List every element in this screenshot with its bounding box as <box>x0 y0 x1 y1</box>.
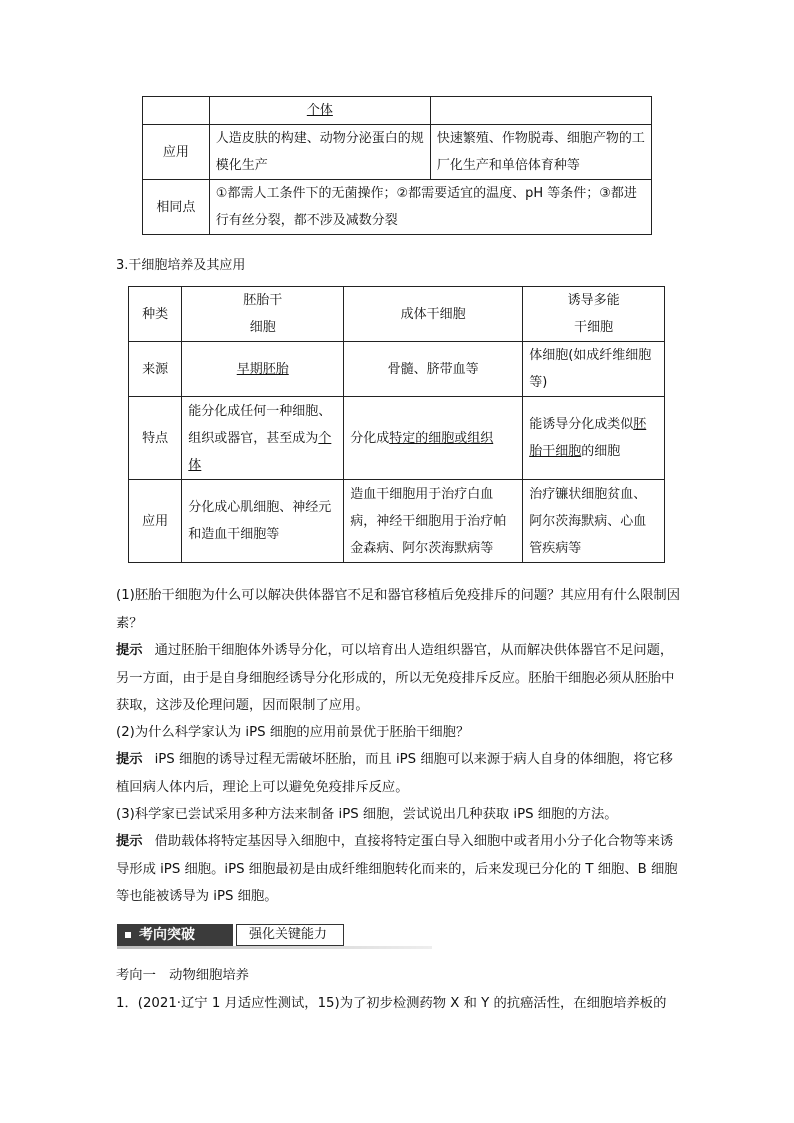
table-row-application <box>143 125 652 180</box>
banner-light-label: 强化关键能力 <box>236 924 344 946</box>
banner-dark-label: 考向突破 <box>117 924 233 946</box>
hint-1: 提示 通过胚胎干细胞体外诱导分化，可以培育出人造组织器官，从而解决供体器官不足问题，另一方面，由于是自身细胞经诱导分化形成的，所以无免疫排斥反应。胚胎干细胞必须从胚胎中获取，这涉及伦理问题，因而限制了应用。 <box>116 643 675 713</box>
cell-similarity: ①都需人工条件下的无菌操作；②都需要适宜的温度、pH 等条件；③都进行有丝分裂，都不涉及减数分裂 <box>209 180 651 235</box>
subsection-title: 考向一 动物细胞培养 <box>116 968 249 983</box>
comparison-table-continued <box>142 96 652 235</box>
hint-3: 提示 借助载体将特定基因导入细胞中，直接将特定蛋白导入细胞中或者用小分子化合物等来诱导形成 iPS 细胞。iPS 细胞最初是由成纤维细胞转化而来的，后来发现已分化的 T 细胞、B 细胞等也能被诱导为 iPS 细胞。 <box>116 834 678 904</box>
table-row-application <box>129 480 665 563</box>
cell-plant-application: 快速繁殖、作物脱毒、细胞产物的工厂化生产和单倍体育种等 <box>430 125 651 180</box>
problem-1: 1．(2021·辽宁 1 月适应性测试，15)为了初步检测药物 X 和 Y 的抗癌活性，在细胞培养板的 <box>116 996 667 1011</box>
header-embryonic: 胚胎干 细胞 <box>182 287 344 342</box>
row-label: 应用 <box>143 125 210 180</box>
cell-ips-application: 治疗镰状细胞贫血、阿尔茨海默病、心血管疾病等 <box>523 480 665 563</box>
table-row-similarity <box>143 180 652 235</box>
table-header-row <box>129 287 665 342</box>
cell-embryonic-feature: 能分化成任何一种细胞、组织或器官，甚至成为个体 <box>182 397 344 480</box>
row-label: 特点 <box>129 397 182 480</box>
header-cell-individual: 个体 <box>209 97 430 125</box>
table-header-row <box>143 97 652 125</box>
header-ips: 诱导多能 干细胞 <box>523 287 665 342</box>
banner-underline <box>117 946 432 949</box>
header-cell-empty <box>143 97 210 125</box>
table-row-source <box>129 342 665 397</box>
cell-animal-application: 人造皮肤的构建、动物分泌蛋白的规模化生产 <box>209 125 430 180</box>
question-1: (1)胚胎干细胞为什么可以解决供体器官不足和器官移植后免疫排斥的问题？其应用有什么限制因素？ <box>116 588 681 631</box>
question-2: (2)为什么科学家认为 iPS 细胞的应用前景优于胚胎干细胞？ <box>116 725 470 740</box>
header-kind: 种类 <box>129 287 182 342</box>
question-3: (3)科学家已尝试采用多种方法来制备 iPS 细胞，尝试说出几种获取 iPS 细胞的方法。 <box>116 807 618 822</box>
row-label: 应用 <box>129 480 182 563</box>
section-banner <box>117 924 432 948</box>
cell-ips-feature: 能诱导分化成类似胚胎干细胞的细胞 <box>523 397 665 480</box>
row-label: 来源 <box>129 342 182 397</box>
cell-embryonic-source: 早期胚胎 <box>182 342 344 397</box>
row-label: 相同点 <box>143 180 210 235</box>
header-adult: 成体干细胞 <box>344 287 523 342</box>
hint-2: 提示 iPS 细胞的诱导过程无需破坏胚胎，而且 iPS 细胞可以来源于病人自身的体细胞，将它移植回病人体内后，理论上可以避免免疫排斥反应。 <box>116 752 673 795</box>
header-cell-empty-2 <box>430 97 651 125</box>
square-icon <box>125 932 131 938</box>
stem-cell-table <box>128 286 665 563</box>
cell-adult-feature: 分化成特定的细胞或组织 <box>344 397 523 480</box>
cell-adult-application: 造血干细胞用于治疗白血病，神经干细胞用于治疗帕金森病、阿尔茨海默病等 <box>344 480 523 563</box>
cell-adult-source: 骨髓、脐带血等 <box>344 342 523 397</box>
cell-embryonic-application: 分化成心肌细胞、神经元和造血干细胞等 <box>182 480 344 563</box>
table-row-feature <box>129 397 665 480</box>
section-title: 3.干细胞培养及其应用 <box>116 258 246 273</box>
cell-ips-source: 体细胞(如成纤维细胞等) <box>523 342 665 397</box>
